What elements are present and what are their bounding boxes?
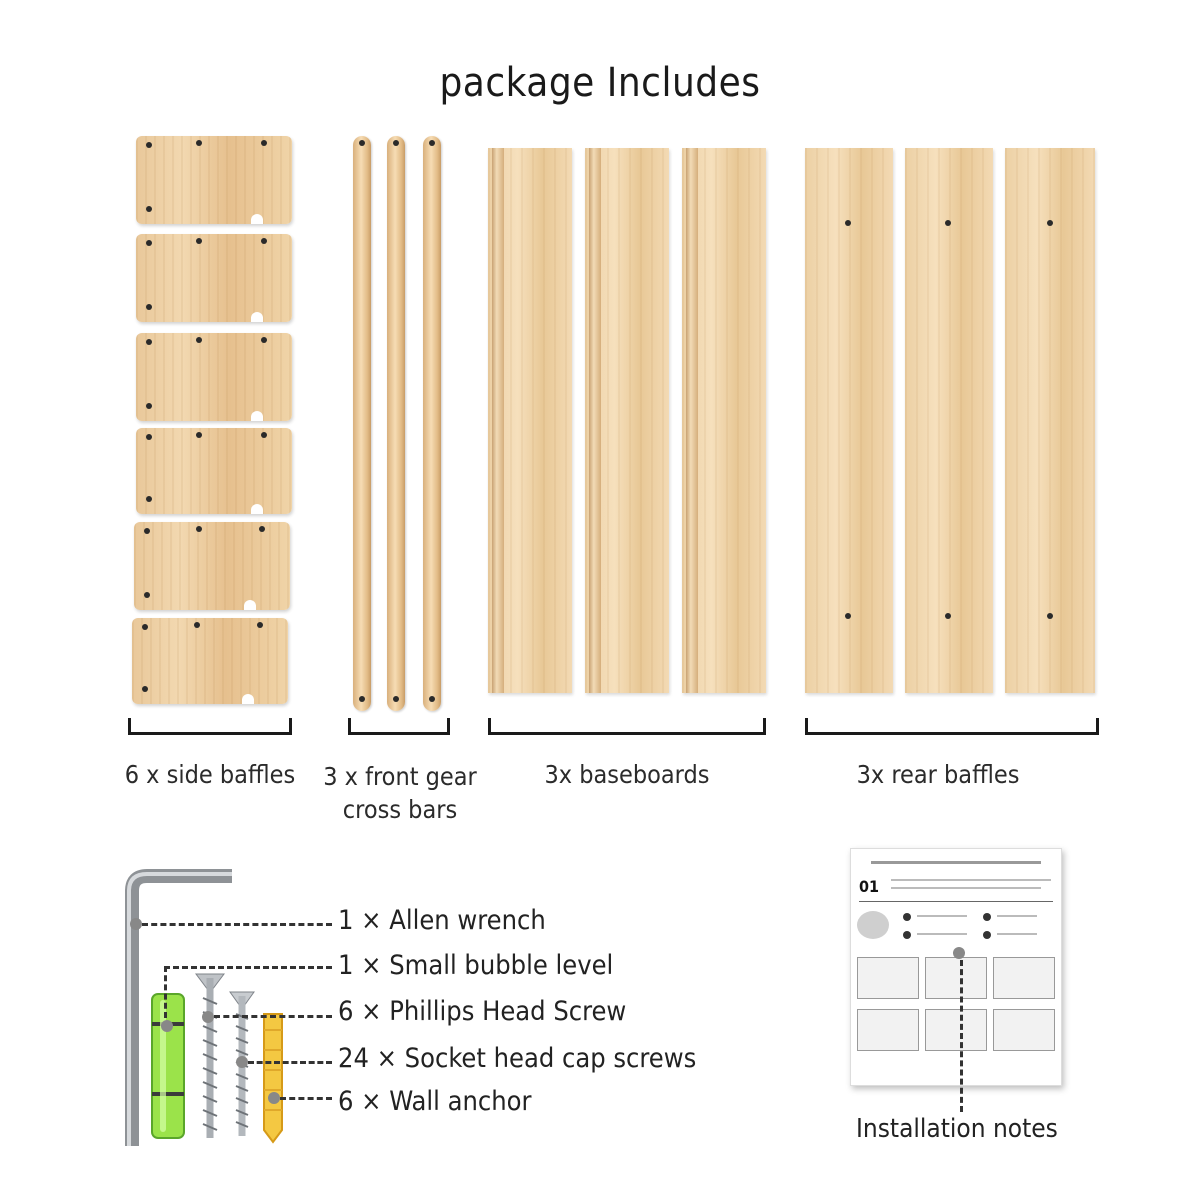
baseboard [488, 148, 572, 693]
side-baffle [134, 522, 290, 610]
rear-baffle [1005, 148, 1095, 693]
installation-notes-label: Installation notes [856, 1114, 1058, 1144]
baseboards-bracket [488, 718, 766, 735]
rear-baffle [805, 148, 893, 693]
baseboard [682, 148, 766, 693]
cross-bar [387, 136, 405, 711]
page-title: package Includes [439, 60, 761, 106]
side-baffle [136, 136, 292, 224]
side-baffles-label: 6 x side baffles [124, 760, 296, 789]
allen-wrench-label: 1 × Allen wrench [338, 905, 546, 936]
socket-cap-screw-label: 24 × Socket head cap screws [338, 1043, 697, 1074]
wall-anchor-label: 6 × Wall anchor [338, 1086, 532, 1117]
cross-bars-label: 3 x front gear cross bars [323, 762, 477, 824]
side-baffles-bracket [128, 718, 292, 735]
side-baffle [136, 428, 292, 514]
cross-bar [353, 136, 371, 711]
side-baffle [132, 618, 288, 704]
baseboard [585, 148, 669, 693]
screw-icon [192, 968, 228, 1146]
cross-bar [423, 136, 441, 711]
cross-bars-bracket [348, 718, 450, 735]
rear-baffles-label: 3x rear baffles [856, 760, 1020, 789]
rear-baffle [905, 148, 993, 693]
side-baffle [136, 333, 292, 421]
phillips-screw-label: 6 × Phillips Head Screw [338, 996, 627, 1027]
rear-baffles-bracket [805, 718, 1099, 735]
bubble-level-icon [148, 992, 188, 1142]
side-baffle [136, 234, 292, 322]
manual-section-number: 01 [859, 877, 880, 896]
installation-manual [850, 848, 1062, 1086]
bubble-level-label: 1 × Small bubble level [338, 950, 614, 981]
baseboards-label: 3x baseboards [544, 760, 710, 789]
wall-anchor-icon [258, 1010, 288, 1145]
